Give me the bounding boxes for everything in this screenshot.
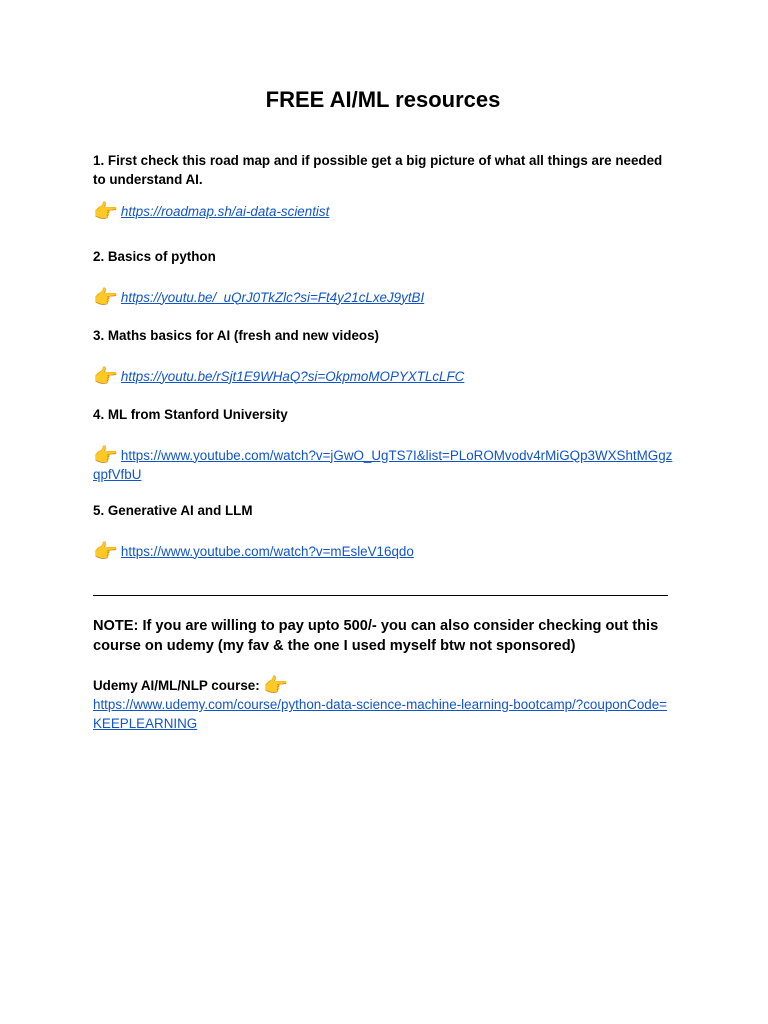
page-title: FREE AI/ML resources [265,87,501,112]
section-3-heading: 3. Maths basics for AI (fresh and new videos) [93,328,379,343]
pointing-hand-icon: 👉 [93,444,118,467]
maths-basics-link[interactable]: https://youtu.be/rSjt1E9WHaQ?si=OkpmoMOPYXTLcLFC [120,368,465,384]
section-3 [93,327,673,387]
udemy-course-link[interactable]: https://www.udemy.com/course/python-data-science-machine-learning-bootcamp/?couponCode=KEEPLEARNING [93,697,667,731]
roadmap-link[interactable]: https://roadmap.sh/ai-data-scientist [120,204,330,219]
section-2-heading: 2. Basics of python [93,249,216,264]
generative-ai-link[interactable]: https://www.youtube.com/watch?v=mEsleV16qdo [120,543,414,559]
udemy-block [93,676,673,733]
section-1-link-line [93,202,673,222]
udemy-label: Udemy AI/ML/NLP course: [93,678,264,693]
section-4-link-line [93,446,673,485]
note-block [93,616,669,656]
section-2-link-line [93,288,673,308]
python-basics-link[interactable]: https://youtu.be/_uQrJ0TkZlc?si=Ft4y21cLxeJ9ytBI [120,289,425,305]
udemy-line [93,676,673,733]
pointing-hand-icon: 👉 [93,286,118,309]
section-5-link-line [93,542,673,562]
pointing-hand-icon: 👉 [93,540,118,563]
section-2 [93,248,673,308]
section-1 [93,152,673,222]
section-4 [93,406,673,484]
divider-line [93,595,668,596]
pointing-hand-icon: 👉 [93,365,118,388]
section-5 [93,502,673,562]
stanford-ml-link[interactable]: https://www.youtube.com/watch?v=jGwO_UgTS7I&list=PLoROMvodv4rMiGQp3WXShtMGgzqpfVfbU [93,447,673,482]
pointing-hand-icon: 👉 [263,675,289,697]
section-4-heading: 4. ML from Stanford University [93,407,288,422]
section-1-heading: 1. First check this road map and if possible get a big picture of what all things are needed to understand AI. [93,153,663,187]
pointing-hand-icon: 👉 [93,201,118,223]
section-5-heading: 5. Generative AI and LLM [93,503,253,518]
note-text: NOTE: If you are willing to pay upto 500/- you can also consider checking out this course on udemy (my fav & the one I used myself btw not sponsored) [93,618,659,654]
section-3-link-line [93,367,673,387]
